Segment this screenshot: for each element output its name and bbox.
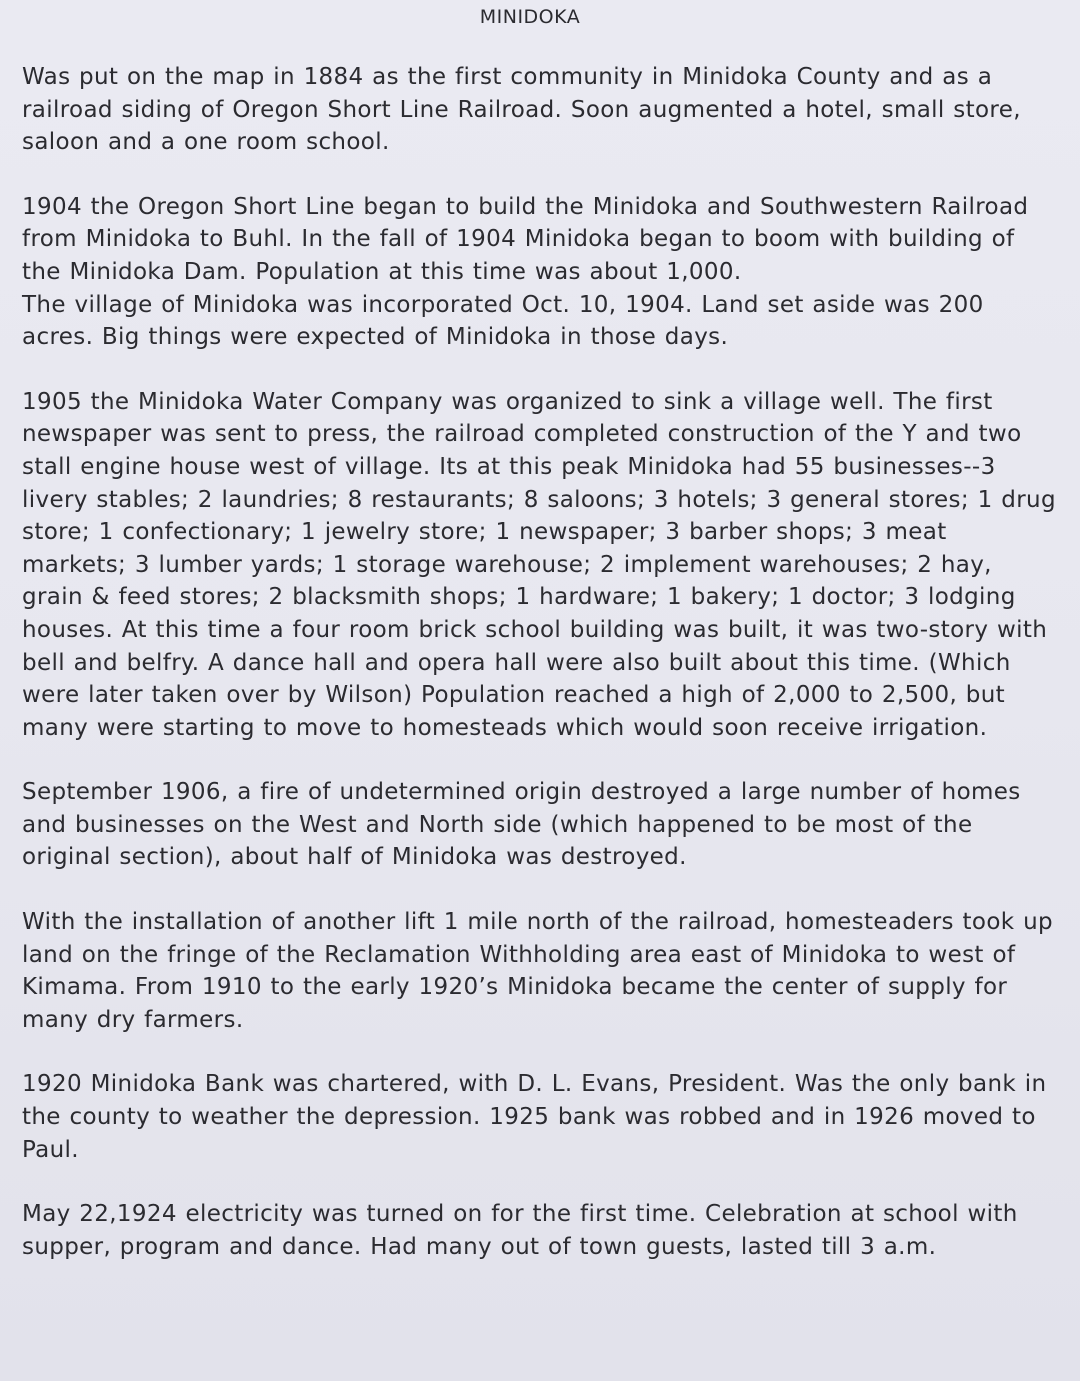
- paragraph-1905-peak: 1905 the Minidoka Water Company was organized to sink a village well. The first newspaper was sent to press, the railroad completed construction of the Y and two stall engine house west of village. Its at this peak Minidoka had 55 businesses--3 livery stables; 2 laundries; 8 restaurants; 8 saloons; 3 hotels; 3 general stores; 1 drug store; 1 confectionary; 1 jewelry store; 1 newspaper; 3 barber shops; 3 meat markets; 3 lumber yards; 1 storage warehouse; 2 implement warehouses; 2 hay, grain & feed stores; 2 blacksmith shops; 1 hardware; 1 bakery; 1 doctor; 3 lodging houses. At this time a four room brick school building was built, it was two-story with bell and belfry. A dance hall and opera hall were also built about this time. (Which were later taken over by Wilson) Population reached a high of 2,000 to 2,500, but many were starting to move to homesteads which would soon receive irrigation.: [22, 388, 1056, 741]
- paragraph-founding: Was put on the map in 1884 as the first community in Minidoka County and as a railroad siding of Oregon Short Line Railroad. Soon augmented a hotel, small store, saloon and a one room school.: [22, 64, 1021, 156]
- document-title: MINIDOKA: [479, 6, 581, 28]
- paragraph-1904-railroad: 1904 the Oregon Short Line began to build the Minidoka and Southwestern Railroad from Minidoka to Buhl. In the fall of 1904 Minidoka began to boom with building of the Minidoka Dam. Population at this time was about 1,000.: [22, 193, 1029, 285]
- paragraph-incorporation: The village of Minidoka was incorporated Oct. 10, 1904. Land set aside was 200 acres. Big things were expected of Minidoka in those days.: [22, 291, 984, 351]
- paragraph-electricity: May 22,1924 electricity was turned on for the first time. Celebration at school with supper, program and dance. Had many out of town guests, lasted till 3 a.m.: [22, 1201, 1018, 1260]
- paragraph-bank: 1920 Minidoka Bank was chartered, with D. L. Evans, President. Was the only bank in the county to weather the depression. 1925 bank was robbed and in 1926 moved to Paul.: [22, 1071, 1047, 1163]
- paragraph-homesteaders: With the installation of another lift 1 mile north of the railroad, homesteaders took up land on the fringe of the Reclamation Withholding area east of Minidoka to west of Kimama. From 1910 to the early 1920’s Minidoka became the center of supply for many dry farmers.: [22, 909, 1053, 1033]
- paragraph-1906-fire: September 1906, a fire of undetermined origin destroyed a large number of homes and businesses on the West and North side (which happened to be most of the original section), about half of Minidoka was destroyed.: [22, 779, 1021, 871]
